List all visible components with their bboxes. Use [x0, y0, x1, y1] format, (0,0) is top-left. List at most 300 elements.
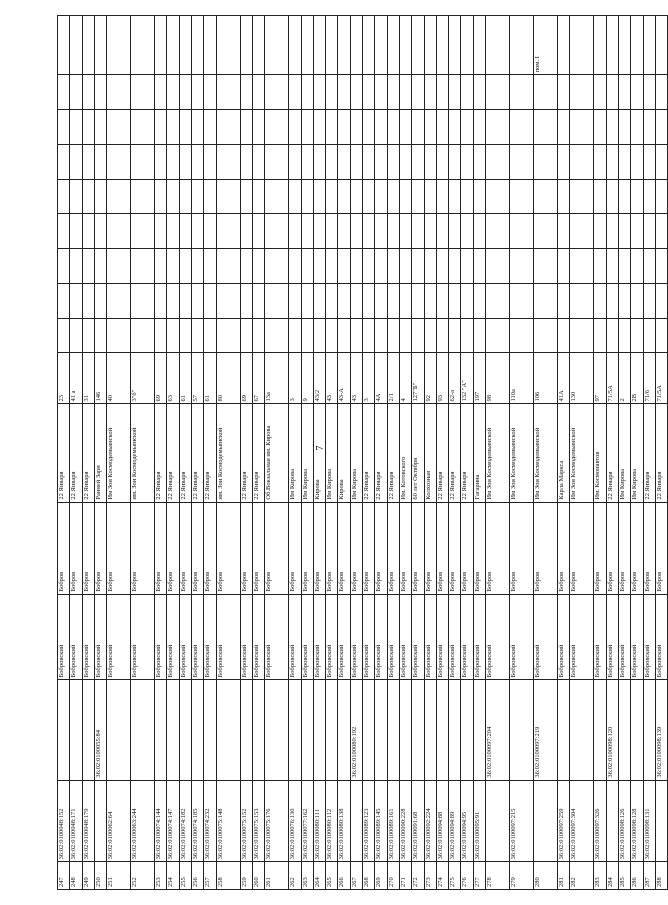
cell-empty: [338, 144, 350, 179]
cell-extra: [412, 680, 424, 780]
cell-street: Им Кирова: [350, 404, 362, 502]
cell-dist: Бобровский: [399, 594, 411, 680]
cell-empty: [424, 249, 436, 284]
cell-empty: [131, 249, 155, 284]
cell-empty: [204, 318, 216, 353]
cell-empty: [289, 179, 301, 214]
cell-n: 281: [558, 862, 570, 890]
cell-empty: [618, 144, 630, 179]
cell-empty: [252, 283, 264, 318]
cell-empty: [313, 214, 325, 249]
cell-empty: [94, 318, 106, 353]
table-row: [58, 16, 70, 890]
cell-empty: [606, 318, 618, 353]
cell-empty: [399, 214, 411, 249]
cell-street: 22 Января: [192, 404, 204, 502]
cell-num: 97: [594, 353, 606, 404]
cell-empty: [155, 318, 167, 353]
cell-empty: [301, 179, 313, 214]
cell-cad: 36:02:0100091:68: [412, 780, 424, 862]
cell-empty: [240, 283, 252, 318]
cell-empty: [58, 249, 70, 284]
cell-dist: Бобровский: [631, 594, 643, 680]
cell-city: Бобров: [313, 502, 325, 594]
cell-note: [313, 16, 325, 75]
cell-city: Бобров: [240, 502, 252, 594]
cell-empty: [461, 214, 473, 249]
table-row: [204, 16, 216, 890]
cell-num: 127"Б": [412, 353, 424, 404]
cell-cad: 36:02:0100077:162: [301, 780, 313, 862]
cell-empty: [570, 179, 594, 214]
cell-num: 43: [326, 353, 338, 404]
cell-num: 197: [473, 353, 485, 404]
cell-empty: [216, 283, 240, 318]
cell-city: Бобров: [570, 502, 594, 594]
cell-extra: [82, 680, 94, 780]
cell-empty: [265, 318, 289, 353]
cell-empty: [606, 214, 618, 249]
cell-empty: [424, 214, 436, 249]
cell-street: Ранней Зари: [94, 404, 106, 502]
cell-empty: [510, 214, 534, 249]
cell-n: 251: [107, 862, 131, 890]
cell-empty: [289, 75, 301, 110]
cell-city: Бобров: [461, 502, 473, 594]
cell-note: [301, 16, 313, 75]
cell-cad: 36:02:0100080:138: [338, 780, 350, 862]
cell-street: Им Зои Космодемьянской: [107, 404, 131, 502]
cell-street: Им Кирова: [631, 404, 643, 502]
cell-empty: [473, 283, 485, 318]
cell-empty: [594, 318, 606, 353]
cell-empty: [375, 179, 387, 214]
cell-empty: [252, 214, 264, 249]
cell-cad: 36:02:0100089:123: [363, 780, 375, 862]
table-row: [313, 16, 325, 890]
table-row: [412, 16, 424, 890]
cell-empty: [265, 179, 289, 214]
cell-n: 264: [313, 862, 325, 890]
cell-empty: [375, 249, 387, 284]
cell-street: 22 Января: [363, 404, 375, 502]
cell-cad: 36:02:0100075:153: [252, 780, 264, 862]
cell-dist: Бобровский: [131, 594, 155, 680]
table-row: [473, 16, 485, 890]
cell-num: 80: [216, 353, 240, 404]
cell-empty: [618, 75, 630, 110]
cell-cad: 36:02:0100080:112: [326, 780, 338, 862]
cell-extra: [326, 680, 338, 780]
cell-empty: [510, 110, 534, 145]
cell-empty: [216, 75, 240, 110]
cell-n: 260: [252, 862, 264, 890]
cell-empty: [461, 144, 473, 179]
cell-empty: [313, 318, 325, 353]
cell-street: 22 Января: [655, 404, 667, 502]
cell-empty: [338, 283, 350, 318]
cell-street: им. Зои Космодемьянской: [216, 404, 240, 502]
cell-empty: [326, 75, 338, 110]
cell-empty: [399, 75, 411, 110]
cell-dist: Бобровский: [167, 594, 179, 680]
cell-empty: [643, 214, 655, 249]
cell-empty: [289, 318, 301, 353]
table-row: [510, 16, 534, 890]
cell-extra: [363, 680, 375, 780]
cell-empty: [424, 179, 436, 214]
cell-cad: 36:02:0100074:144: [155, 780, 167, 862]
table-row: [606, 16, 618, 890]
cell-n: 274: [436, 862, 448, 890]
cell-note: [58, 16, 70, 75]
cell-empty: [387, 214, 399, 249]
cell-city: Бобров: [449, 502, 461, 594]
cell-empty: [486, 283, 510, 318]
cell-street: 22 Января: [167, 404, 179, 502]
cell-street: 22 Января: [375, 404, 387, 502]
cell-empty: [350, 249, 362, 284]
cell-empty: [326, 283, 338, 318]
cell-cad: 36:02:0100074:232: [204, 780, 216, 862]
cell-city: Бобров: [167, 502, 179, 594]
cell-cad: 36:02:0100080:111: [313, 780, 325, 862]
cell-empty: [252, 110, 264, 145]
table-row: [570, 16, 594, 890]
cell-empty: [216, 144, 240, 179]
cell-extra: [643, 680, 655, 780]
cell-empty: [155, 110, 167, 145]
cell-empty: [534, 144, 558, 179]
cell-empty: [70, 283, 82, 318]
cell-n: 288: [655, 862, 667, 890]
cell-street: им. Зои Космодемьянской: [131, 404, 155, 502]
cell-num: 57: [192, 353, 204, 404]
table-row: [486, 16, 510, 890]
cell-empty: [131, 214, 155, 249]
cell-empty: [594, 249, 606, 284]
cell-empty: [240, 110, 252, 145]
cell-empty: [375, 75, 387, 110]
cell-dist: Бобровский: [192, 594, 204, 680]
cell-extra: [252, 680, 264, 780]
cell-dist: Бобровский: [350, 594, 362, 680]
cell-empty: [301, 110, 313, 145]
cell-street: Им. Котовского: [399, 404, 411, 502]
cell-empty: [510, 144, 534, 179]
table-row: [424, 16, 436, 890]
cell-empty: [436, 144, 448, 179]
cell-empty: [486, 318, 510, 353]
cell-empty: [179, 179, 191, 214]
cell-extra: [301, 680, 313, 780]
cell-cad: 36:02:0100094:95: [461, 780, 473, 862]
cell-city: Бобров: [155, 502, 167, 594]
cell-street: Кирова: [313, 404, 325, 502]
cell-empty: [375, 283, 387, 318]
cell-n: 255: [179, 862, 191, 890]
cell-city: Бобров: [289, 502, 301, 594]
cell-n: 254: [167, 862, 179, 890]
cell-street: 22 Января: [606, 404, 618, 502]
cell-empty: [155, 283, 167, 318]
cell-empty: [313, 110, 325, 145]
cell-empty: [449, 144, 461, 179]
cell-street: Им Кирова: [618, 404, 630, 502]
cell-empty: [486, 75, 510, 110]
table-row: [558, 16, 570, 890]
cell-empty: [82, 144, 94, 179]
cell-empty: [558, 283, 570, 318]
cell-empty: [643, 110, 655, 145]
cell-n: 272: [412, 862, 424, 890]
cell-empty: [240, 75, 252, 110]
cell-empty: [618, 249, 630, 284]
cell-empty: [363, 144, 375, 179]
cell-empty: [179, 110, 191, 145]
cell-extra: [313, 680, 325, 780]
cell-empty: [94, 110, 106, 145]
cell-extra: [558, 680, 570, 780]
cell-empty: [58, 283, 70, 318]
cell-extra: [131, 680, 155, 780]
cell-n: 269: [375, 862, 387, 890]
cell-num: 31: [82, 353, 94, 404]
cell-dist: Бобровский: [240, 594, 252, 680]
cell-n: 249: [82, 862, 94, 890]
cell-empty: [155, 179, 167, 214]
cell-note: [289, 16, 301, 75]
cell-n: 257: [204, 862, 216, 890]
cell-dist: Бобровский: [643, 594, 655, 680]
cell-street: 22 Января: [449, 404, 461, 502]
cell-empty: [240, 214, 252, 249]
cell-street: Им. Космонавтов: [594, 404, 606, 502]
cell-empty: [606, 283, 618, 318]
cell-empty: [412, 249, 424, 284]
cell-city: Бобров: [387, 502, 399, 594]
cell-n: 259: [240, 862, 252, 890]
cell-extra: [436, 680, 448, 780]
cell-cad: [94, 780, 106, 862]
table-row: [449, 16, 461, 890]
table-row: [167, 16, 179, 890]
cell-empty: [179, 214, 191, 249]
cell-empty: [558, 75, 570, 110]
cell-dist: Бобровский: [570, 594, 594, 680]
cell-empty: [167, 283, 179, 318]
cell-num: 110а: [510, 353, 534, 404]
table-row: [155, 16, 167, 890]
cell-street: 22 Января: [436, 404, 448, 502]
cell-dist: Бобровский: [473, 594, 485, 680]
cell-empty: [363, 283, 375, 318]
cell-street: Им Кирова: [326, 404, 338, 502]
cell-cad: 36:02:0100048:171: [70, 780, 82, 862]
cell-empty: [473, 110, 485, 145]
cell-n: 261: [265, 862, 289, 890]
cell-street: Об.Вокзальная им. Кирова: [265, 404, 289, 502]
cell-extra: [473, 680, 485, 780]
cell-empty: [363, 179, 375, 214]
cell-empty: [240, 318, 252, 353]
cell-num: 43-А: [338, 353, 350, 404]
cell-empty: [570, 110, 594, 145]
cell-cad: 36:02:0100097:326: [594, 780, 606, 862]
cell-empty: [179, 249, 191, 284]
cell-empty: [399, 110, 411, 145]
cell-n: 271: [399, 862, 411, 890]
cell-extra: [155, 680, 167, 780]
cell-empty: [534, 249, 558, 284]
table-row: [594, 16, 606, 890]
cell-num: 92: [424, 353, 436, 404]
cell-empty: [240, 144, 252, 179]
cell-empty: [412, 283, 424, 318]
cell-empty: [313, 179, 325, 214]
cell-empty: [338, 110, 350, 145]
cell-city: Бобров: [363, 502, 375, 594]
cell-cad: 36:02:0100098:126: [618, 780, 630, 862]
cell-extra: [204, 680, 216, 780]
cell-cad: 36:02:0100089:145: [375, 780, 387, 862]
cell-city: Бобров: [216, 502, 240, 594]
cell-num: 3"б": [131, 353, 155, 404]
cell-note: [643, 16, 655, 75]
cell-empty: [473, 249, 485, 284]
cell-empty: [449, 179, 461, 214]
cell-empty: [252, 144, 264, 179]
cell-empty: [265, 214, 289, 249]
cell-empty: [412, 318, 424, 353]
table-row: [240, 16, 252, 890]
cell-empty: [643, 318, 655, 353]
cell-empty: [179, 144, 191, 179]
cell-empty: [167, 110, 179, 145]
cell-empty: [424, 318, 436, 353]
cell-empty: [594, 110, 606, 145]
cell-empty: [107, 249, 131, 284]
cell-street: Гагарина: [473, 404, 485, 502]
cell-empty: [594, 144, 606, 179]
table-row: [631, 16, 643, 890]
cell-empty: [461, 318, 473, 353]
cell-empty: [363, 75, 375, 110]
cell-n: 256: [192, 862, 204, 890]
cell-empty: [387, 75, 399, 110]
table-row: [192, 16, 204, 890]
cell-dist: Бобровский: [107, 594, 131, 680]
cell-note: [375, 16, 387, 75]
cell-empty: [449, 318, 461, 353]
cell-note: пом. I: [534, 16, 558, 75]
cell-n: 282: [570, 862, 594, 890]
cell-empty: [82, 179, 94, 214]
cell-n: 286: [631, 862, 643, 890]
cell-empty: [655, 283, 667, 318]
cell-n: 267: [350, 862, 362, 890]
cell-empty: [558, 318, 570, 353]
cell-cad: 36:02:0100062:64: [107, 780, 131, 862]
cell-cad: 36:02:0100089:161: [387, 780, 399, 862]
cell-num: 93: [436, 353, 448, 404]
cell-extra: [289, 680, 301, 780]
cell-num: 106: [534, 353, 558, 404]
cell-city: Бобров: [375, 502, 387, 594]
cell-empty: [350, 318, 362, 353]
cell-empty: [461, 179, 473, 214]
table-row: [70, 16, 82, 890]
cell-empty: [594, 214, 606, 249]
cell-empty: [643, 144, 655, 179]
table-row: [363, 16, 375, 890]
cell-num: 98: [486, 353, 510, 404]
cell-empty: [338, 75, 350, 110]
table-row: [94, 16, 106, 890]
cell-dist: Бобровский: [216, 594, 240, 680]
cell-empty: [534, 283, 558, 318]
cell-n: 277: [473, 862, 485, 890]
cell-empty: [486, 214, 510, 249]
cell-empty: [534, 179, 558, 214]
cell-empty: [375, 110, 387, 145]
cell-cad: 36:02:0100074:185: [192, 780, 204, 862]
cell-empty: [204, 283, 216, 318]
cell-extra: [179, 680, 191, 780]
cell-num: 41 а: [70, 353, 82, 404]
cell-empty: [655, 179, 667, 214]
cell-street: 22 Января: [387, 404, 399, 502]
cell-empty: [643, 283, 655, 318]
cell-empty: [534, 110, 558, 145]
cell-empty: [570, 318, 594, 353]
cell-n: 265: [326, 862, 338, 890]
cell-empty: [107, 179, 131, 214]
cell-dist: Бобровский: [363, 594, 375, 680]
cell-empty: [424, 75, 436, 110]
cell-extra: [510, 680, 534, 780]
cell-note: [424, 16, 436, 75]
cell-empty: [58, 110, 70, 145]
cell-city: Бобров: [594, 502, 606, 594]
cell-city: Бобров: [412, 502, 424, 594]
cell-n: 278: [486, 862, 510, 890]
cell-empty: [192, 249, 204, 284]
cell-empty: [167, 214, 179, 249]
cell-street: 22 Января: [58, 404, 70, 502]
cell-city: Бобров: [131, 502, 155, 594]
table-row: [375, 16, 387, 890]
cell-empty: [412, 144, 424, 179]
cell-empty: [399, 283, 411, 318]
cell-n: 276: [461, 862, 473, 890]
cell-empty: [204, 110, 216, 145]
cell-num: 3: [363, 353, 375, 404]
cell-empty: [594, 283, 606, 318]
cell-street: Колхозная: [424, 404, 436, 502]
cell-n: 268: [363, 862, 375, 890]
cell-empty: [631, 214, 643, 249]
cell-empty: [94, 179, 106, 214]
cell-empty: [424, 110, 436, 145]
table-row: [252, 16, 264, 890]
cell-empty: [326, 144, 338, 179]
cell-empty: [350, 110, 362, 145]
cell-dist: Бобровский: [252, 594, 264, 680]
cell-dist: Бобровский: [387, 594, 399, 680]
cell-extra: [216, 680, 240, 780]
table-row: [618, 16, 630, 890]
